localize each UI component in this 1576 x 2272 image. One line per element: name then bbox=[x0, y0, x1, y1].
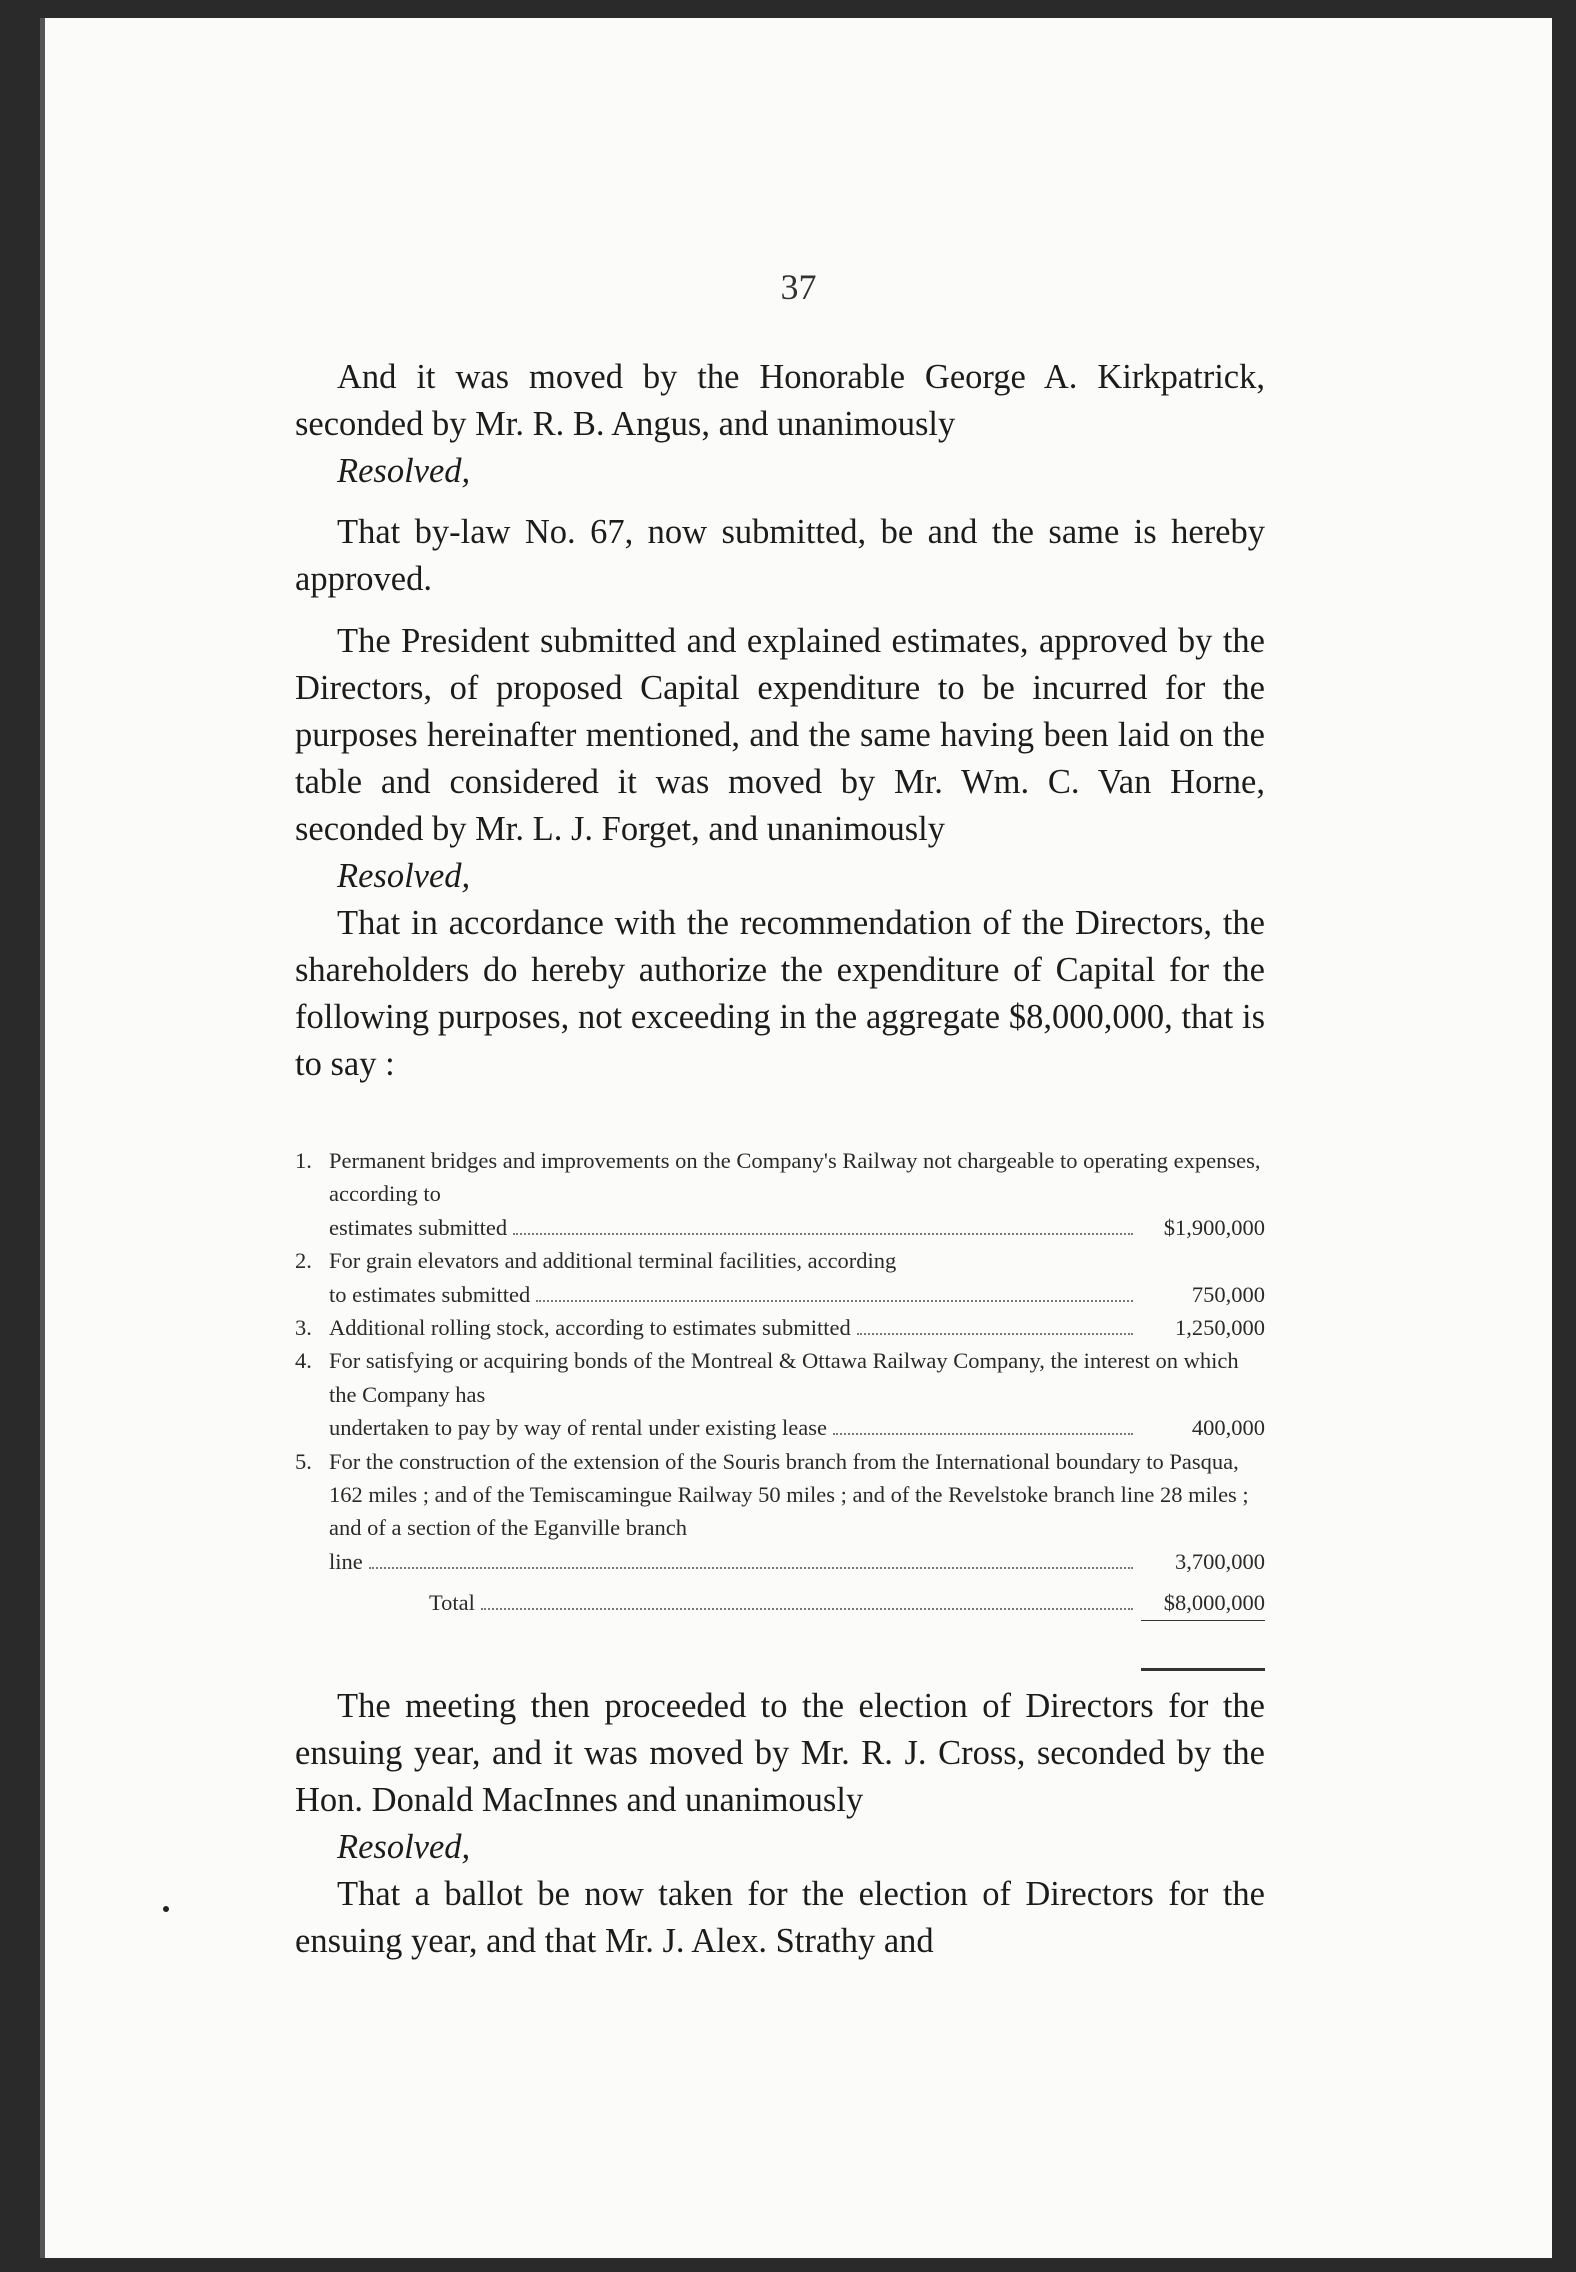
expenditure-list bbox=[295, 1144, 1265, 1620]
motion-section-2 bbox=[295, 618, 1265, 1088]
paragraph-motion-bylaw: And it was moved by the Honorable George A. Kirkpatrick, seconded by Mr. R. B. Angus, and unanimously bbox=[295, 358, 1265, 443]
item-description-end: estimates submitted bbox=[329, 1214, 508, 1240]
paragraph-election: The meeting then proceeded to the election of Directors for the ensuing year, and it was moved by Mr. R. J. Cross, seconded by the Hon. Donald MacInnes and unanimously bbox=[295, 1687, 1265, 1819]
resolved-heading-2: Resolved, bbox=[337, 857, 471, 895]
list-item bbox=[295, 1344, 1265, 1444]
item-description: For grain elevators and additional terminal facilities, according bbox=[329, 1248, 897, 1274]
item-amount: 3,700,000 bbox=[1175, 1548, 1265, 1574]
total-amount: $8,000,000 bbox=[1163, 1590, 1265, 1616]
dot-leader bbox=[513, 1233, 1133, 1235]
total-label: Total bbox=[429, 1590, 475, 1616]
resolved-heading-1: Resolved, bbox=[337, 452, 471, 490]
dot-leader bbox=[481, 1608, 1133, 1610]
list-item bbox=[295, 1311, 1265, 1344]
item-number: 5. bbox=[295, 1448, 312, 1474]
list-item bbox=[295, 1144, 1265, 1244]
total-row bbox=[429, 1586, 1265, 1619]
margin-mark bbox=[163, 1906, 169, 1912]
total-rule-bottom bbox=[1141, 1668, 1265, 1671]
item-amount: 400,000 bbox=[1191, 1415, 1265, 1441]
paragraph-ballot: That a ballot be now taken for the election of Directors for the ensuing year, and that Mr. J. Alex. Strathy and bbox=[295, 1875, 1265, 1960]
item-description-end: undertaken to pay by way of rental under existing lease bbox=[329, 1415, 827, 1441]
total-rule-top bbox=[1141, 1620, 1265, 1621]
resolved-heading-3: Resolved, bbox=[337, 1828, 471, 1866]
dot-leader bbox=[369, 1567, 1133, 1569]
item-description: For the construction of the extension of the Souris branch from the International boundary to Pasqua, 162 miles ; and of the Temiscamingue Railway 50 miles ; and of the Revelstoke branch line 28 miles ; and of a section of the Eganville branch bbox=[329, 1448, 1249, 1541]
item-amount: $1,900,000 bbox=[1163, 1214, 1265, 1240]
dot-leader bbox=[536, 1300, 1133, 1302]
paragraph-estimates: The President submitted and explained estimates, approved by the Directors, of proposed Capital expenditure to be incurred for the purposes hereinafter mentioned, and the same having been laid on the table and considered it was moved by Mr. Wm. C. Van Horne, seconded by Mr. L. J. Forget, and unanimously bbox=[295, 622, 1265, 848]
dot-leader bbox=[857, 1333, 1133, 1335]
list-item bbox=[295, 1445, 1265, 1579]
list-item bbox=[295, 1244, 1265, 1311]
item-description-end: to estimates submitted bbox=[329, 1281, 531, 1307]
paragraph-authorize-expenditure: That in accordance with the recommendation of the Directors, the shareholders do hereby authorize the expenditure of Capital for the following purposes, not exceeding in the aggregate $8,000,000, that is to say : bbox=[295, 904, 1265, 1083]
paragraph-bylaw-approved: That by-law No. 67, now submitted, be and the same is hereby approved. bbox=[295, 513, 1265, 598]
item-amount: 750,000 bbox=[1191, 1281, 1265, 1307]
item-description: Permanent bridges and improvements on the Company's Railway not chargeable to operating expenses, according to bbox=[329, 1148, 1261, 1207]
item-number: 3. bbox=[295, 1315, 312, 1341]
document-page bbox=[40, 18, 1552, 2258]
item-description: For satisfying or acquiring bonds of the Montreal & Ottawa Railway Company, the interest on which the Company has bbox=[329, 1348, 1239, 1407]
page-number: 37 bbox=[780, 267, 817, 307]
item-number: 2. bbox=[295, 1248, 312, 1274]
item-amount: 1,250,000 bbox=[1175, 1315, 1265, 1341]
motion-section-1 bbox=[295, 354, 1265, 603]
item-number: 4. bbox=[295, 1348, 312, 1374]
item-description-end: Additional rolling stock, according to estimates submitted bbox=[329, 1315, 851, 1341]
item-number: 1. bbox=[295, 1148, 312, 1173]
item-description-end: line bbox=[329, 1548, 363, 1574]
motion-section-3 bbox=[295, 1683, 1265, 1965]
dot-leader bbox=[833, 1433, 1133, 1435]
